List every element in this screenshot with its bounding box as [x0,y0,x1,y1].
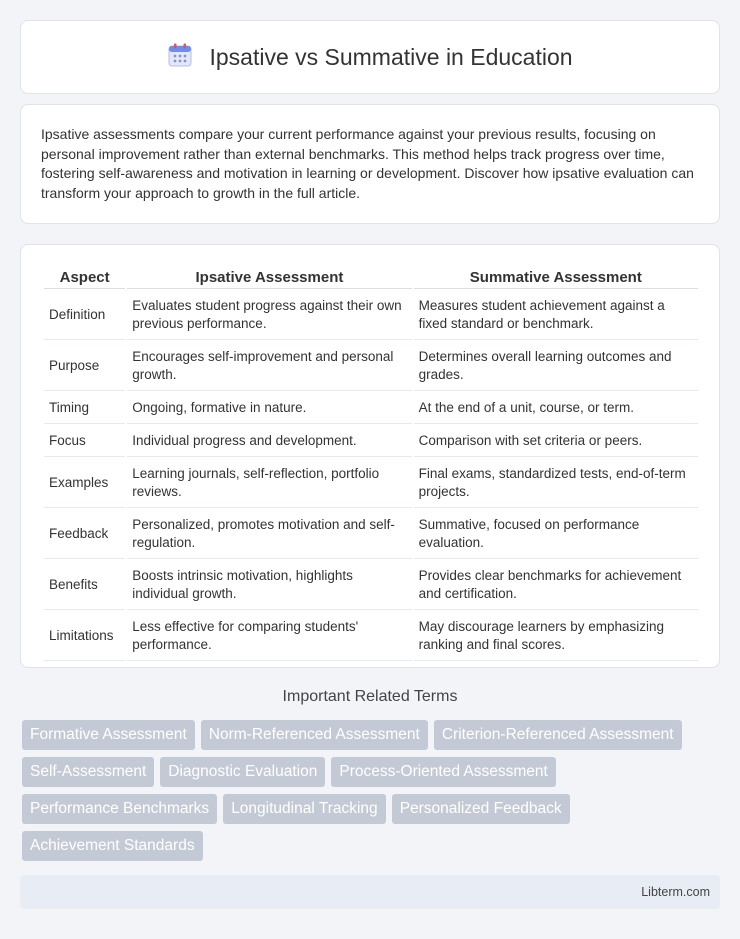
calendar-icon [167,42,193,73]
header-aspect: Aspect [44,267,125,289]
table-row [44,561,698,610]
table-row [44,291,698,340]
related-term-tag[interactable]: Norm-Referenced Assessment [201,720,428,750]
intro-card [20,104,720,224]
related-term-tag[interactable]: Self-Assessment [22,757,154,787]
row-ipsative: Evaluates student progress against their own previous performance. [127,291,411,340]
row-aspect: Timing [44,393,125,424]
row-summative: Summative, focused on performance evaluation. [414,510,698,559]
related-term-tag[interactable]: Personalized Feedback [392,794,570,824]
table-header-row [44,267,698,289]
row-aspect: Focus [44,426,125,457]
related-term-tag[interactable]: Longitudinal Tracking [223,794,386,824]
related-term-tag[interactable]: Diagnostic Evaluation [160,757,325,787]
header-card [20,20,720,94]
row-aspect: Benefits [44,561,125,610]
row-ipsative: Individual progress and development. [127,426,411,457]
related-terms-list [22,720,722,861]
related-term-tag[interactable]: Formative Assessment [22,720,195,750]
row-summative: Comparison with set criteria or peers. [414,426,698,457]
row-aspect: Feedback [44,510,125,559]
row-aspect: Examples [44,459,125,508]
intro-text: Ipsative assessments compare your current performance against your previous results, focusing on personal improvement rather than external benchmarks. This method helps track progress over time, fostering self-awareness and motivation in learning or development. Discover how ipsative evaluation can transform your approach to growth in the full article. [41,126,694,201]
header [167,42,572,73]
footer-brand[interactable]: Libterm.com [641,885,710,899]
row-ipsative: Personalized, promotes motivation and self-regulation. [127,510,411,559]
page-title: Ipsative vs Summative in Education [209,43,573,70]
related-term-tag[interactable]: Criterion-Referenced Assessment [434,720,682,750]
table-row [44,612,698,661]
header-ipsative: Ipsative Assessment [127,267,411,289]
row-summative: Determines overall learning outcomes and grades. [414,342,698,391]
table-row [44,510,698,559]
comparison-table-card [20,244,720,668]
row-summative: May discourage learners by emphasizing ranking and final scores. [414,612,698,661]
row-aspect: Purpose [44,342,125,391]
row-ipsative: Boosts intrinsic motivation, highlights individual growth. [127,561,411,610]
table-row [44,459,698,508]
footer [20,875,720,909]
row-ipsative: Encourages self-improvement and personal growth. [127,342,411,391]
related-terms-title: Important Related Terms [282,688,458,705]
row-aspect: Definition [44,291,125,340]
row-summative: Final exams, standardized tests, end-of-term projects. [414,459,698,508]
related-term-tag[interactable]: Process-Oriented Assessment [331,757,555,787]
row-ipsative: Ongoing, formative in nature. [127,393,411,424]
comparison-table [42,265,700,663]
row-summative: Measures student achievement against a fixed standard or benchmark. [414,291,698,340]
header-summative: Summative Assessment [414,267,698,289]
row-aspect: Limitations [44,612,125,661]
table-row [44,393,698,424]
table-row [44,426,698,457]
related-term-tag[interactable]: Performance Benchmarks [22,794,217,824]
row-summative: At the end of a unit, course, or term. [414,393,698,424]
table-row [44,342,698,391]
row-ipsative: Less effective for comparing students' performance. [127,612,411,661]
row-ipsative: Learning journals, self-reflection, portfolio reviews. [127,459,411,508]
row-summative: Provides clear benchmarks for achievement and certification. [414,561,698,610]
related-term-tag[interactable]: Achievement Standards [22,831,203,861]
